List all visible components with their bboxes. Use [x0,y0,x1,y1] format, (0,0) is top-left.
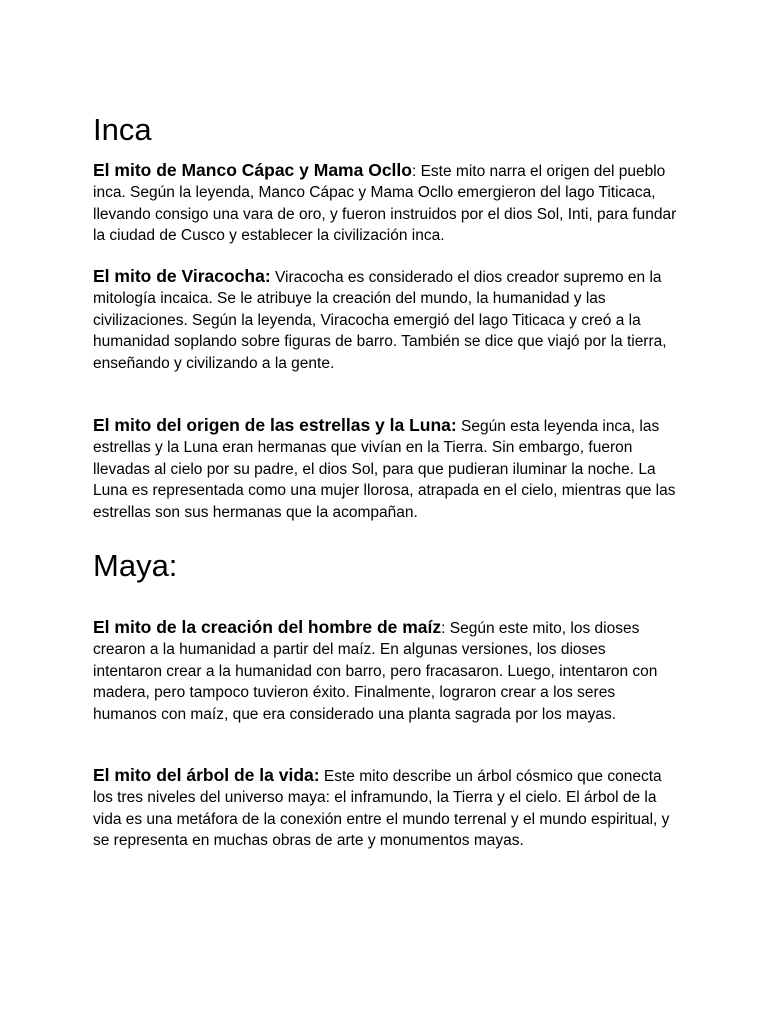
paragraph-body: Según esta leyenda inca, las estrellas y la Luna eran hermanas que vivían en la Tierra. Sin embargo, fueron llevadas al cielo por su padre, el dios Sol, para que pudieran iluminar la noche. La Luna es representada como una mujer llorosa, atrapada en el cielo, mientras que las estrellas son sus hermanas que la acompañan. [93,418,676,521]
paragraph-lead: El mito del origen de las estrellas y la Luna: [93,415,457,435]
paragraph-viracocha [93,266,678,374]
paragraph-arbol-de-la-vida [93,765,678,852]
paragraph-body: Este mito describe un árbol cósmico que conecta los tres niveles del universo maya: el inframundo, la Tierra y el cielo. El árbol de la vida es una metáfora de la conexión entre el mundo terrenal y el mundo espiritual, y se representa en muchas obras de arte y monumentos mayas. [93,768,670,850]
paragraph-body: Viracocha es considerado el dios creador supremo en la mitología incaica. Se le atribuye la creación del mundo, la humanidad y las civilizaciones. Según la leyenda, Viracocha emergió del lago Titicaca y creó a la humanidad soplando sobre figuras de barro. También se dice que viajó por la tierra, enseñando y civilizando a la gente. [93,269,667,372]
section-title-maya: Maya: [93,548,178,583]
paragraph-body: : Según este mito, los dioses crearon a la humanidad a partir del maíz. En algunas versiones, los dioses intentaron crear a la humanidad con barro, pero fracasaron. Luego, intentaron con madera, pero tampoco tuvieron éxito. Finalmente, lograron crear a los seres humanos con maíz, que era considerado una planta sagrada por los mayas. [93,620,658,723]
paragraph-lead: El mito de Viracocha: [93,266,271,286]
paragraph-estrellas-luna [93,415,678,523]
paragraph-body: : Este mito narra el origen del pueblo inca. Según la leyenda, Manco Cápac y Mama Ocllo emergieron del lago Titicaca, llevando consigo una vara de oro, y fueron instruidos por el dios Sol, Inti, para fundar la ciudad de Cusco y establecer la civilización inca. [93,163,677,245]
paragraph-lead: El mito de Manco Cápac y Mama Ocllo [93,160,412,180]
paragraph-hombre-de-maiz [93,617,678,725]
paragraph-manco-capac [93,160,678,247]
paragraph-lead: El mito de la creación del hombre de maíz [93,617,442,637]
section-title-inca: Inca [93,112,152,147]
paragraph-lead: El mito del árbol de la vida: [93,765,320,785]
